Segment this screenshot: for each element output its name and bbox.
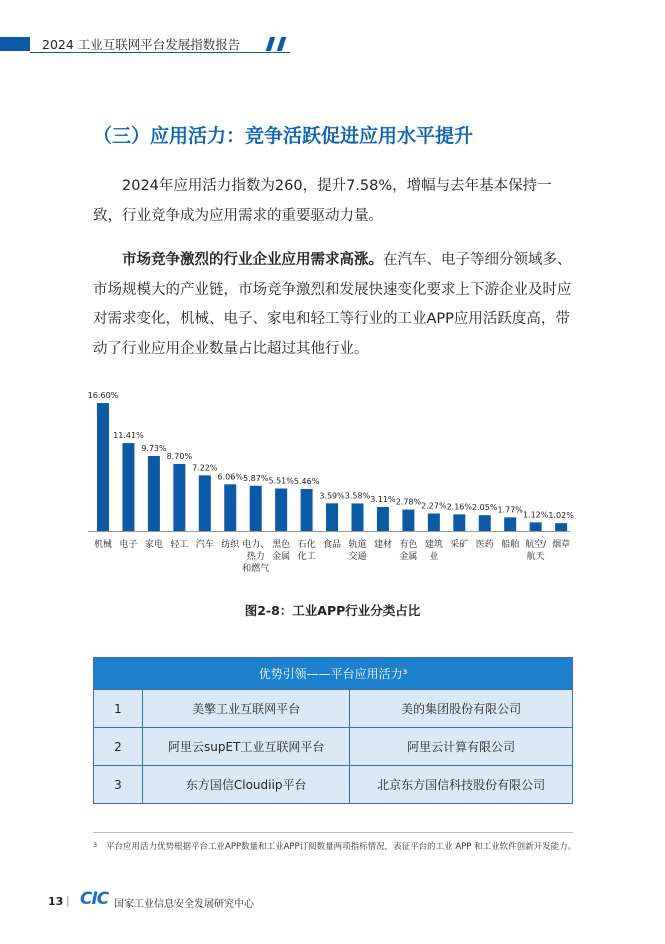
category-label: 航天 [526,552,545,562]
header-accent-bar [0,37,30,51]
bar [504,517,516,531]
category-label: 石化 [297,540,316,550]
bar [453,514,465,531]
header-slash-icon [277,37,287,51]
bar [199,475,211,531]
data-label: 3.59% [319,491,345,501]
category-label: 医药 [475,540,494,550]
rank-cell: 3 [94,766,143,804]
bar [173,464,185,531]
paragraph-2-body: 在汽车、电子等细分领域多、市场规模大的产业链，市场竞争激烈和发展快速变化要求上下游企业及时应对需求变化，机械、电子、家电和轻工等行业的工业APP应用活跃度高，带动了行业应用企业数量占比超过其他行业。 [93,252,572,357]
category-label: 化工 [297,552,316,562]
rank-cell: 2 [94,728,143,766]
footnote-text: 平台应用活力优势根据平台工业APP数量和工业APP订阅数量两项指标情况，表征平台的工业 APP 和工业软件创新开发能力。 [106,842,577,852]
figure-caption: 图2-8：工业APP行业分类占比 [244,603,421,618]
data-label: 2.05% [472,503,498,513]
data-label: 1.12% [522,510,549,520]
data-label: 16.60% [88,391,119,401]
category-label: 电力、 [242,540,270,550]
category-label: 建筑 [424,540,443,550]
bar [402,510,414,531]
data-label: 3.58% [344,491,371,501]
category-label: 建材 [373,540,392,550]
data-label: 2.78% [395,497,422,507]
footer-separator: | [66,894,70,907]
table-row [94,728,573,766]
category-label: 和燃气 [242,564,270,574]
category-label: 交通 [348,552,367,562]
category-label: 有色 [399,540,418,550]
data-label: 5.51% [268,476,294,486]
cic-logo: CIC [80,889,109,909]
category-label: 汽车 [195,540,214,550]
category-label: 轻工 [170,540,189,550]
bar [555,523,567,531]
paragraph-2-lead: 市场竞争激烈的行业企业应用需求高涨。 [122,252,383,268]
bar-chart [88,380,578,580]
bar [148,456,160,531]
data-label: 3.11% [370,495,396,505]
bar [275,489,287,531]
company-cell: 美的集团股份有限公司 [350,690,573,728]
category-label: 采矿 [450,540,469,550]
data-label: 2.16% [446,502,473,512]
category-label: 电子 [119,540,138,550]
category-label: 食品 [323,540,342,550]
footer-organization: 国家工业信息安全发展研究中心 [114,899,254,910]
bar [428,514,440,531]
data-label: 6.06% [217,472,243,482]
paragraph-2 [93,246,577,364]
data-label: 7.22% [192,463,218,473]
platform-cell: 东方国信Cloudiip平台 [143,766,350,804]
category-label: 烟草 [552,540,571,550]
company-cell: 阿里云计算有限公司 [350,728,573,766]
bar [250,486,262,531]
bar [224,484,236,531]
category-label: 黑色 [272,540,291,550]
data-label: 5.46% [293,476,320,486]
table-header: 优势引领——平台应用活力³ [94,658,573,690]
data-label: 1.02% [548,511,574,521]
category-label: 机械 [93,540,113,550]
category-label: 家电 [144,540,163,550]
category-label: 船舶 [501,540,520,550]
category-label: 金属 [272,552,291,562]
category-label: 金属 [399,552,418,562]
header-slash-icon [266,37,276,51]
platform-cell: 阿里云supET工业互联网平台 [143,728,350,766]
bar [122,443,134,531]
platform-cell: 美擎工业互联网平台 [143,690,350,728]
bar [326,503,338,531]
data-label: 8.70% [166,451,193,461]
bar [530,522,542,531]
data-label: 2.27% [421,501,447,511]
bar [377,507,389,531]
category-label: 纺织 [221,540,240,550]
rank-cell: 1 [94,690,143,728]
page-number: 13 [48,895,64,908]
section-title: （三）应用活力：竞争活跃促进应用水平提升 [93,125,474,147]
category-label: 轨道 [348,540,367,550]
paragraph-1: 2024年应用活力指数为260，提升7.58%，增幅与去年基本保持一致，行业竞争成为应用需求的重要驱动力量。 [93,178,552,224]
advantage-table [93,657,573,804]
bar [352,503,364,531]
table-row [94,766,573,804]
data-label: 5.87% [242,473,269,483]
table-row [94,690,573,728]
bar [301,489,313,531]
category-label: 业 [429,552,439,562]
bar [479,515,491,531]
footnote-mark: 3 [93,841,98,849]
company-cell: 北京东方国信科技股份有限公司 [350,766,573,804]
bar [97,403,109,531]
data-label: 9.73% [141,444,167,454]
data-label: 11.41% [113,431,144,441]
data-label: 1.77% [497,505,523,515]
category-label: 热力 [246,552,265,562]
category-label: 航空/ [525,540,547,550]
footnote-rule [93,832,573,833]
header-title: 2024 工业互联网平台发展指数报告 [42,37,241,52]
footnote [93,840,578,855]
